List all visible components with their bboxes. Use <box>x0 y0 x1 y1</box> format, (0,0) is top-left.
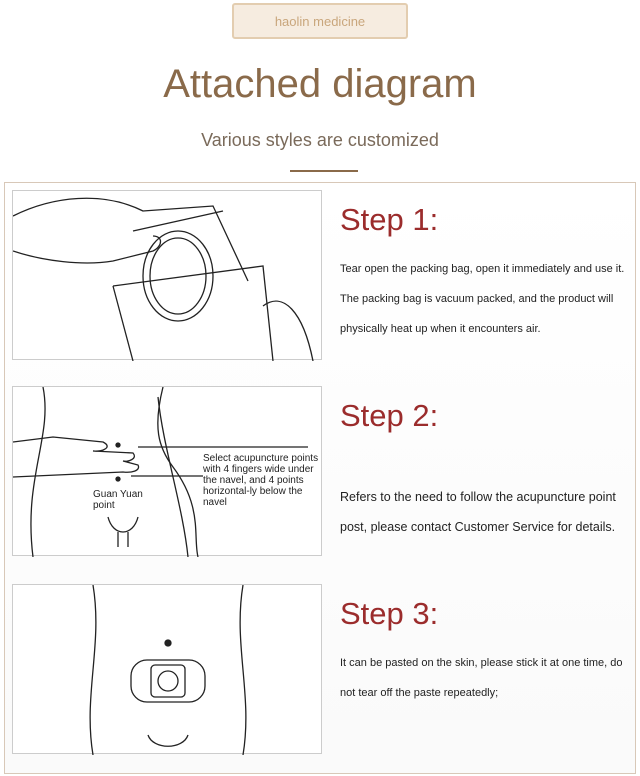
step3-title: Step 3: <box>340 596 439 631</box>
brand-logo <box>232 3 408 39</box>
step2-note: Select acupuncture points with 4 fingers wide under the navel, and 4 points horizontal-ly below the navel <box>203 453 319 508</box>
logo-text: haolin medicine <box>274 13 366 29</box>
step2-title: Step 2: <box>340 398 439 433</box>
step2-illustration <box>12 386 322 556</box>
step1-title: Step 1: <box>340 202 439 237</box>
divider <box>290 170 358 172</box>
guan-yuan-label: Guan Yuan point <box>93 489 143 511</box>
step2-text: Refers to the need to follow the acupuncture point post, please contact Customer Service for details. <box>340 490 616 534</box>
step3-text: It can be pasted on the skin, please stick it at one time, do not tear off the paste repeatedly; <box>340 657 623 699</box>
page-title: Attached diagram <box>163 62 477 106</box>
step1-illustration <box>12 190 322 360</box>
step3-illustration <box>12 584 322 754</box>
step1-text: Tear open the packing bag, open it immediately and use it. The packing bag is vacuum packed, and the product will physically heat up when it encounters air. <box>340 263 625 335</box>
page-subtitle: Various styles are customized <box>201 130 439 150</box>
